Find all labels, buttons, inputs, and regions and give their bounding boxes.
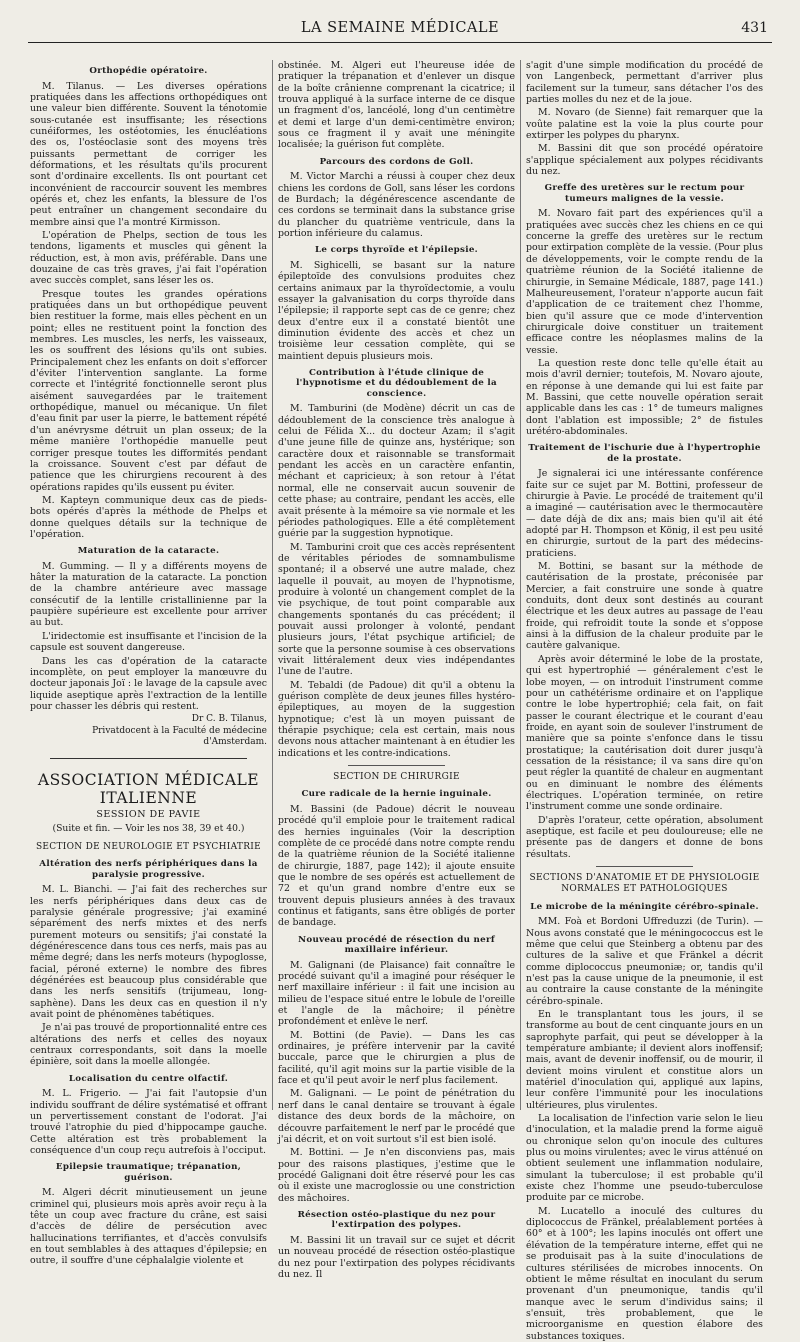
association-title: ASSOCIATION MÉDICALE ITALIENNE [37, 771, 260, 808]
subheading-orthopedie: Orthopédie opératoire. [89, 66, 208, 76]
paragraph: M. Kapteyn communique deux cas de pieds-bots opérés d'après la méthode de Phelps et donne quelques détails sur la technique de l'opération. [30, 494, 267, 540]
paragraph: La localisation de l'infection varie selon le lieu d'inoculation, et la maladie prend la forme aiguë ou chronique selon qu'on inocule des cultures plus ou moins virulentes; avec le virus atténué on obtient seulement une inflammation nodulaire, simulant la tuberculose; il est probable qu'il existe chez l'homme une pseudo-tuberculose produite par ce microbe. [526, 1113, 763, 1204]
section-neurologie: SECTION DE NEUROLOGIE ET PSYCHIATRIE [35, 841, 262, 852]
subheading-microbe: Le microbe de la méningite cérébro-spinale. [530, 901, 759, 912]
paragraph: M. Lucatello a inoculé des cultures du diplococcus de Fränkel, préalablement portées à 60° et à 100°; les lapins inoculés ont offert une élévation de la température interne, effet qui ne se produisait pas à la suite d'inoculations de cultures stérilisées de microbes innocents. On obtient le même résultat en inoculant du serum provenant d'un pneumonique, tandis qu'il manque avec le serum d'individus sains; il s'ensuit, très probablement, que le microorganisme en question élabore des substances toxiques. [526, 1205, 763, 1342]
subheading-alteration: Altération des nerfs périphériques dans la paralysie progressive. [39, 859, 258, 880]
paragraph: Je n'ai pas trouvé de proportionnalité entre ces altérations des nerfs et celles des noyaux centraux correspondants, soit dans la moelle épinière, soit dans la moelle allongée. [30, 1022, 267, 1068]
paragraph: M. Galignani (de Plaisance) fait connaître le procédé suivant qu'il a imaginé pour réséquer le nerf maxillaire inférieur : il fait une incision au milieu de l'espace situé entre le lobule de l'oreille et l'angle de la mâchoire; il pénètre profondément et enlève le nerf. [278, 959, 515, 1028]
paragraph: M. Bassini lit un travail sur ce sujet et décrit un nouveau procédé de résection ostéo-plastique du nez pour l'extirpation des polypes récidivants du nez. Il [278, 1234, 515, 1280]
subheading-cataracte: Maturation de la cataracte. [77, 546, 220, 557]
subheading-goll: Parcours des cordons de Goll. [319, 156, 474, 167]
session-label: SESSION DE PAVIE [96, 809, 201, 821]
continuation-note: (Suite et fin. — Voir les nos 38, 39 et 40.) [52, 822, 245, 834]
subheading-hernie: Cure radicale de la hernie inguinale. [301, 789, 492, 800]
paragraph: MM. Foà et Bordoni Uffreduzzi (de Turin). — Nous avons constaté que le méningococcus est le même que celui que Steinberg a obtenu par des cultures de la salive et que Fränkel a décrit comme diplococcus pneumoniæ; or, tandis qu'il n'est pas la cause unique de la pneumonie, il est au contraire la cause constante de la méningite cérébro-spinale. [526, 916, 763, 1007]
paragraph: M. Tebaldi (de Padoue) dit qu'il a obtenu la guérison complète de deux jeunes filles hystéro-épileptiques, au moyen de la suggestion hypnotique; c'est là un moyen puissant de thérapie psychique; cela est certain, mais nous devons nous attacher maintenant à en étudier les indications et les contre-indications. [278, 679, 515, 759]
paragraph: Après avoir déterminé le lobe de la prostate, qui est hypertrophié — généralement c'est le lobe moyen, — on introduit l'instrument comme pour un cathétérisme ordinaire et on l'applique contre le lobe hypertrophié; cela fait, on fait passer le courant électrique et le courant d'eau froide, en ayant soin de soulever l'instrument de manière que sa pointe s'enfonce dans le tissu prostatique; la cautérisation doit durer jusqu'à cessation de la résistance; il va sans dire qu'on peut régler la quantité de chaleur en augmentant ou en diminuant le nombre des éléments électriques. L'opération terminée, on retire l'instrument comme une sonde ordinaire. [526, 653, 763, 813]
paragraph: M. Tamburini croit que ces accès représentent de véritables périodes de somnambulisme spontané; il a observé une autre malade, chez laquelle il pouvait, au moyen de l'hypnotisme, produire à volonté un changement complet de la vie psychique, de tout point comparable aux changements spontanés du cas précédent; il pouvait aussi prolonger à volonté, pendant plusieurs jours, l'état psychique artificiel; de sorte que la personne soumise à ces observations vivait littéralement deux vies indépendantes l'une de l'autre. [278, 541, 515, 678]
paragraph: L'opération de Phelps, section de tous les tendons, ligaments et muscles qui gênent la réduction, est, à mon avis, préférable. Dans une douzaine de cas très graves, j'ai fait l'opération avec succès complet, sans léser les os. [30, 229, 267, 287]
paragraph: L'iridectomie est insuffisante et l'incision de la capsule est souvent dangereuse. [30, 630, 267, 654]
column-2 [278, 60, 515, 1280]
paragraph: Je signalerai ici une intéressante conférence faite sur ce sujet par M. Bottini, professeur de chirurgie à Pavie. Le procédé de traitement qu'il a imaginé — cautérisation avec le thermocautère — date déjà de dix ans; mais bien qu'il ait été adopté par H. Thompson et König, il est peu usité en chirurgie, surtout de la part des médecins-praticiens. [526, 468, 763, 559]
column-divider-2 [520, 60, 521, 1110]
paragraph: M. Bottini, se basant sur la méthode de cautérisation de la prostate, préconisée par Mercier, a fait construire une sonde à quatre conduits, dont deux sont destinés au courant électrique et les deux autres au passage de l'eau froide, qui refroidit toute la sonde et s'oppose ainsi à la diffusion de la chaleur produite par le cautère galvanique. [526, 561, 763, 652]
paragraph: M. Algeri décrit minutieusement un jeune criminel qui, plusieurs mois après avoir reçu à la tête un coup avec fracture du crâne, est saisi d'accès de délire de persécution avec hallucinations terrifiantes, et d'accès convulsifs en tout semblables à des attaques d'épilepsie; en outre, il souffre d'une céphalalgie violente et [30, 1187, 267, 1267]
subheading-epilepsie: Epilepsie traumatique; trépanation, guérison. [55, 1162, 242, 1183]
paragraph: En le transplantant tous les jours, il se transforme au bout de cent cinquante jours en un saprophyte parfait, qui peut se développer à la température ambiante; il devient alors inoffensif; mais, avant de devenir inoffensif, ou de mourir, il devient moins virulent et constitue alors un matériel d'inoculation qui, appliqué aux lapins, leur confère l'immunité pour les inoculations ultérieures, plus virulentes. [526, 1008, 763, 1111]
section-separator [596, 866, 693, 867]
author-title: Privatdocent à la Faculté de médecine d'Amsterdam. [92, 725, 267, 747]
paragraph: M. Sighicelli, se basant sur la nature épileptoïde des convulsions produites chez certains animaux par la thyroïdectomie, a voulu essayer la galvanisation du corps thyroïde dans l'épilepsie; il rapporte sept cas de ce genre; chez deux d'entre eux il a constaté bientôt une diminution évidente des accès et chez un troisième leur cessation complète, qui se maintient depuis plusieurs mois. [278, 259, 515, 362]
subheading-olfactif: Localisation du centre olfactif. [68, 1073, 229, 1084]
paragraph: M. Novaro fait part des expériences qu'il a pratiquées avec succès chez les chiens en ce qui concerne la greffe des uretères sur le rectum pour extirpation complète de la vessie. (Pour plus de développements, voir le compte rendu de la quatrième réunion de la Société italienne de chirurgie, in Semaine Médicale, 1887, page 141.) Malheureusement, l'orateur n'apporte aucun fait d'application de ce traitement chez l'homme, bien qu'il assure que ce mode d'intervention chirurgicale doive constituer un traitement efficace contre les néoplasmes malins de la vessie. [526, 208, 763, 356]
paragraph: M. Victor Marchi a réussi à couper chez deux chiens les cordons de Goll, sans léser les cordons de Burdach; la dégénérescence ascendante de ces cordons se terminait dans la substance grise du plancher du quatrième ventricule, dans la portion inférieure du calamus. [278, 171, 515, 239]
column-3 [526, 60, 763, 1342]
paragraph: M. Bassini dit que son procédé opératoire s'applique spécialement aux polypes récidivants du nez. [526, 143, 763, 178]
paragraph: Presque toutes les grandes opérations pratiquées dans un but orthopédique peuvent bien restituer la forme, mais elles pèchent en un point; elles ne restituent point la fonction des membres. Les muscles, les nerfs, les vaisseaux, les os souffrent des lésions qu'ils ont subies. Principalement chez les enfants on doit s'efforcer d'éviter l'intervention sanglante. La forme correcte et l'intégrité fonctionnelle seront plus aisément sauvegardées par le traitement orthopédique, manuel ou mécanique. Un filet d'eau finit par user la pierre, le battement répété d'un anévrysme détruit un plan osseux; de la même manière l'orthopédie manuelle peut corriger presque toutes les difformités pendant la croissance. Souvent c'est par défaut de patience que les chirurgiens recourent à des opérations rapides qu'ils eussent pu éviter. [30, 288, 267, 493]
journal-title: LA SEMAINE MÉDICALE [300, 20, 500, 36]
page-number: 431 [741, 20, 768, 36]
subheading-thyroide: Le corps thyroïde et l'épilepsie. [315, 245, 478, 256]
paragraph: s'agit d'une simple modification du procédé de von Langenbeck, permettant d'arriver plus facilement sur la tumeur, sans détacher l'os des parties molles du nez et de la joue. [526, 60, 763, 106]
paragraph: M. Galignani. — Le point de pénétration du nerf dans le canal dentaire se trouvant à égale distance des deux bords de la mâchoire, on découvre parfaitement le nerf par le procédé que j'ai décrit, et on voit surtout s'il est bien isolé. [278, 1088, 515, 1145]
header-rule [28, 42, 772, 43]
paragraph: D'après l'orateur, cette opération, absolument aseptique, est facile et peu douloureuse; elle ne présente pas de dangers et donne de bons résultats. [526, 814, 763, 860]
column-1 [30, 60, 267, 1267]
subheading-resection: Nouveau procédé de résection du nerf maxillaire inférieur. [298, 934, 495, 956]
section-separator [348, 765, 445, 766]
section-anatomie: SECTIONS D'ANATOMIE ET DE PHYSIOLOGIE NORMALES ET PATHOLOGIQUES [529, 873, 760, 895]
subheading-ischurie: Traitement de l'ischurie due à l'hypertrophie de la prostate. [528, 443, 761, 464]
paragraph: M. Gumming. — Il y a différents moyens de hâter la maturation de la cataracte. La ponction de la chambre antérieure avec massage consécutif de la lentille cristallinienne par la paupière supérieure est excellente pour arriver au but. [30, 560, 267, 629]
author-name: Dr C. B. Tilanus, [191, 714, 267, 725]
paragraph: M. Tamburini (de Modène) décrit un cas de dédoublement de la conscience très analogue à celui de Félida X... du docteur Azam; il s'agit d'une jeune fille de quinze ans, hystérique; son caractère doux et raisonnable se transformait pendant les accès en un caractère enfantin, méchant et capricieux; à son retour à l'état normal, elle ne conservait aucun souvenir de cette phase; au contraire, pendant les accès, elle avait présente à la mémoire sa vie normale et les périodes pathologiques. Elle a été complètement guérie par la suggestion hypnotique. [278, 403, 515, 540]
paragraph: M. Novaro (de Sienne) fait remarquer que la voûte palatine est la voie la plus courte pour extirper les polypes du pharynx. [526, 107, 763, 142]
column-divider-1 [272, 60, 273, 1110]
paragraph: M. Tilanus. — Les diverses opérations pratiquées dans les affections orthopédiques ont une valeur bien différente. Souvent la ténotomie sous-cutanée est insuffisante; les résections cunéiformes, les ostéotomies, les énucléations des os, l'ostéoclasie sont des moyens très puissants permettant de corriger les déformations, et les résultats qu'ils procurent sont d'ordinaire excellents. Ils ont pourtant cet inconvénient de raccourcir souvent les membres opérés et, chez les enfants, la blessure de l'os peut entraîner un changement secondaire du membre ainsi que l'a montré Kirmisson. [30, 80, 267, 228]
paragraph: M. L. Frigerio. — J'ai fait l'autopsie d'un individu souffrant de délire systématisé et offrant un pervertissement constant de l'odorat. J'ai trouvé l'atrophie du pied d'hippocampe gauche. Cette altération est très probablement la conséquence d'un coup reçu autrefois à l'occiput. [30, 1088, 267, 1156]
paragraph: obstinée. M. Algeri eut l'heureuse idée de pratiquer la trépanation et d'enlever un disque de la boîte crânienne comprenant la cicatrice; il trouva appliqué à la surface interne de ce disque un fragment d'os, lancéolé, long d'un centimètre et demi et large d'un demi-centimètre environ; sous ce fragment il y avait une méningite localisée; la guérison fut complète. [278, 60, 515, 151]
paragraph: M. Bottini (de Pavie). — Dans les cas ordinaires, je préfère intervenir par la cavité buccale, parce que le chirurgien a plus de facilité, qu'il agit moins sur la partie visible de la face et qu'il peut avoir le nerf plus facilement. [278, 1029, 515, 1087]
subheading-hypnotisme: Contribution à l'étude clinique de l'hypnotisme et du dédoublement de la conscience. [296, 367, 497, 399]
paragraph: M. L. Bianchi. — J'ai fait des recherches sur les nerfs périphériques dans deux cas de paralysie générale progressive; j'ai examiné séparément des nerfs mixtes et des nerfs purement moteurs ou sensitifs; j'ai constaté la dégénérescence dans tous ces nerfs, mais pas au même degré; dans les nerfs moteurs (hypoglosse, facial, péroné externe) le nombre des fibres dégénérées est beaucoup plus considérable que dans les nerfs sensitifs (trijumeau, long-saphène). Dans les deux cas en question il n'y avait point de phénomènes tabétiques. [30, 884, 267, 1021]
section-chirurgie: SECTION DE CHIRURGIE [333, 772, 460, 783]
section-separator [50, 758, 247, 759]
paragraph: M. Bottini. — Je n'en disconviens pas, mais pour des raisons plastiques, j'estime que le procédé Galignani doit être réservé pour les cas où il existe une macroglossie ou une constriction des mâchoires. [278, 1147, 515, 1204]
subheading-osteo: Résection ostéo-plastique du nez pour l'extirpation des polypes. [297, 1209, 496, 1231]
paragraph: Dans les cas d'opération de la cataracte incomplète, on peut employer la manœuvre du docteur japonais Joï : le lavage de la capsule avec liquide aseptique après l'extraction de la lentille pour chasser les débris qui restent. [30, 655, 267, 712]
subheading-greffe: Greffe des uretères sur le rectum pour tumeurs malignes de la vessie. [544, 183, 745, 204]
paragraph: M. Bassini (de Padoue) décrit le nouveau procédé qu'il emploie pour le traitement radical des hernies inguinales (Voir la description complète de ce procédé dans notre compte rendu de la quatrième réunion de la Société italienne de chirurgie, 1887, page 142); il ajoute ensuite que le nombre de ses opérés est actuellement de 72 et qu'un grand nombre d'entre eux se trouvent depuis plusieurs années à des travaux continus et fatigants, sans être obligés de porter de bandage. [278, 803, 515, 929]
paragraph: La question reste donc telle qu'elle était au mois d'avril dernier; toutefois, M. Novaro ajoute, en réponse à une demande qui lui est faite par M. Bassini, que cette nouvelle opération serait applicable dans les cas : 1° de tumeurs malignes dont l'ablation est impossible; 2° de fistules urétéro-abdominales. [526, 357, 763, 437]
